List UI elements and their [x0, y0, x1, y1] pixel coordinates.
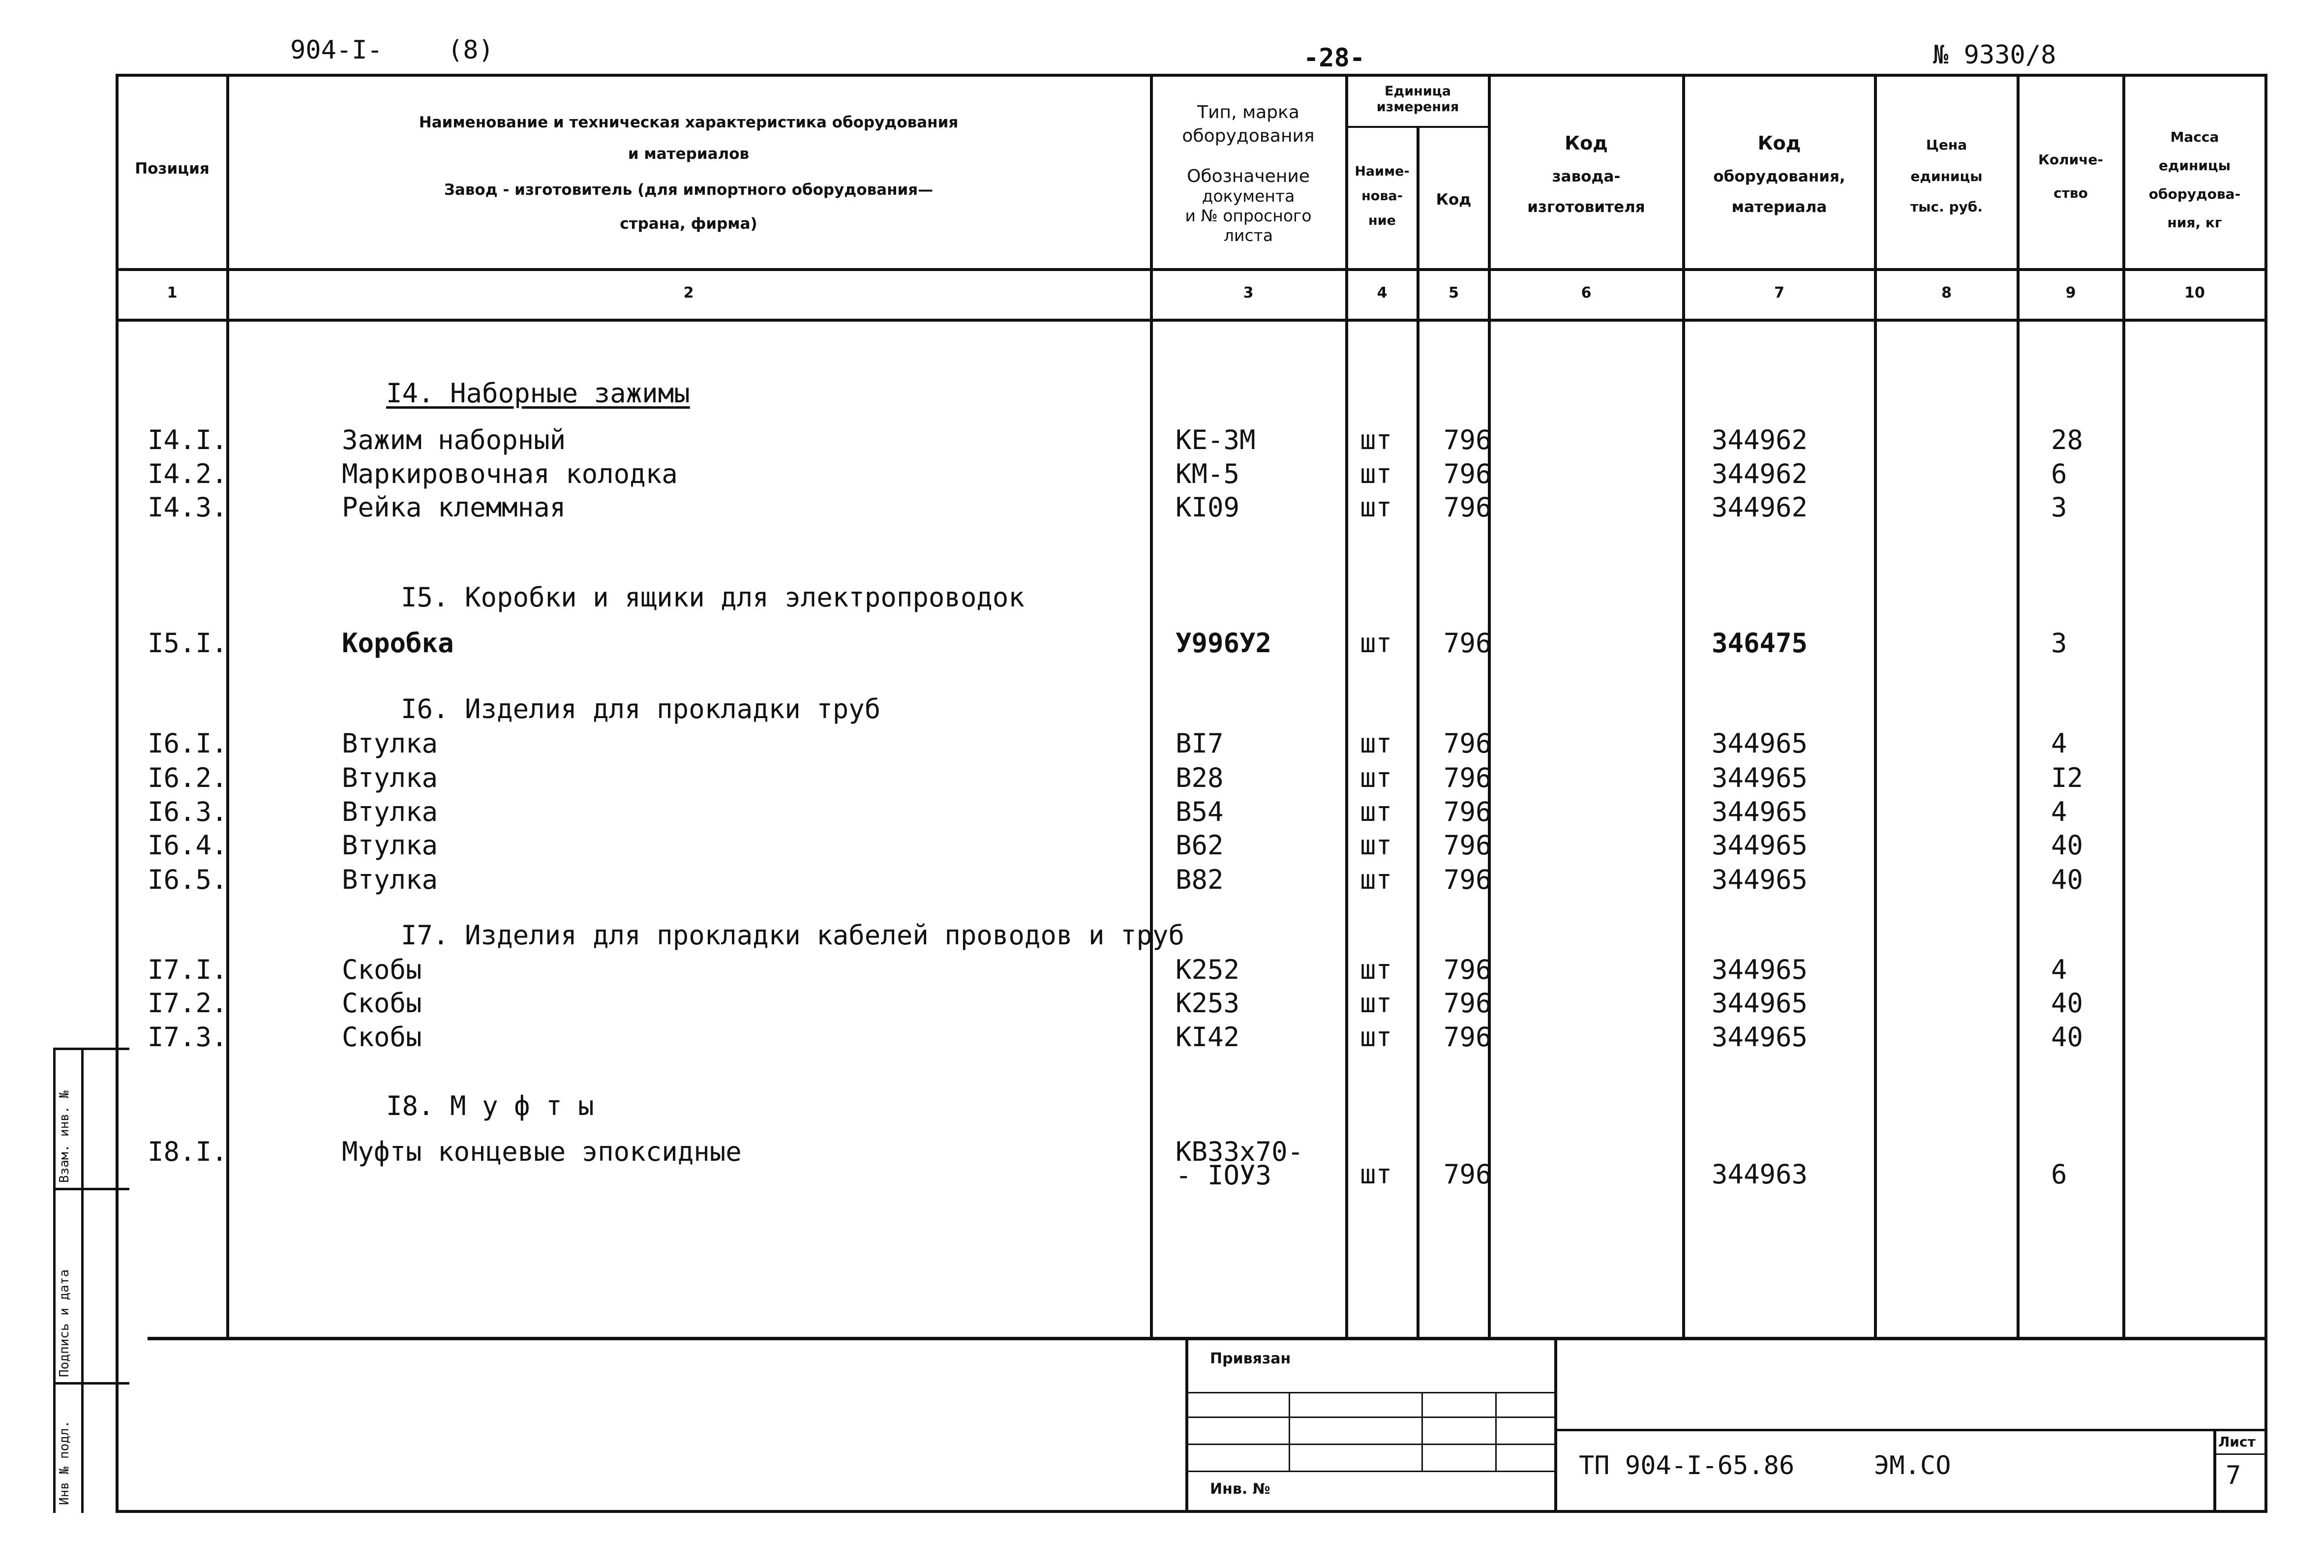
colnum-6: 6	[1581, 284, 1592, 302]
row-unit-code: 796	[1444, 1159, 1492, 1190]
hdr-factory-1: Код	[1565, 132, 1608, 154]
col-line-2	[1150, 74, 1153, 1337]
row-qty: 40	[2051, 1022, 2083, 1053]
colnum-7: 7	[1774, 284, 1784, 302]
row-code: 344962	[1712, 424, 1808, 455]
col-line-8	[2017, 74, 2020, 1337]
row-unit-code: 796	[1444, 1022, 1492, 1053]
row-unit-code: 796	[1444, 762, 1492, 793]
colnum-1: 1	[167, 284, 178, 302]
colnum-4: 4	[1377, 284, 1388, 302]
row-code: 344963	[1712, 1159, 1808, 1190]
row-type: КI42	[1176, 1022, 1240, 1053]
stamp-sheet-label: Лист	[2218, 1434, 2256, 1450]
row-code: 344965	[1712, 988, 1808, 1019]
hdr-name-3: Завод - изготовитель (для импортного оборудования—	[444, 181, 934, 199]
col-line-4	[1417, 126, 1419, 1337]
row-position: I6.4.	[148, 830, 228, 861]
colnum-8: 8	[1941, 284, 1952, 302]
row-unit: шт	[1360, 458, 1392, 489]
row-name: Втулка	[342, 864, 438, 895]
row-qty: 3	[2051, 492, 2067, 523]
row-unit-code: 796	[1444, 492, 1492, 523]
header-bottom-line	[116, 268, 2267, 271]
row-qty: 4	[2051, 954, 2067, 985]
row-position: I5.I.	[148, 628, 228, 659]
row-name: Маркировочная колодка	[342, 458, 678, 489]
stamp-mark: ЭМ.СО	[1874, 1451, 1951, 1480]
row-position: I7.3.	[148, 1022, 228, 1053]
row-name: Скобы	[342, 988, 422, 1019]
hdr-code-2: оборудования,	[1713, 168, 1845, 185]
row-code: 344965	[1712, 830, 1808, 861]
hdr-type-3: Обозначение	[1187, 166, 1310, 186]
row-unit: шт	[1360, 796, 1392, 827]
stamp-row-line	[1188, 1471, 1554, 1472]
row-type: В28	[1176, 762, 1224, 793]
row-unit-code: 796	[1444, 864, 1492, 895]
hdr-factory-3: изготовителя	[1527, 198, 1645, 216]
section-title: I6. Изделия для прокладки труб	[401, 694, 881, 724]
hdr-name-2: и материалов	[628, 145, 750, 163]
frame-top-line	[116, 74, 2267, 77]
row-unit-code: 796	[1444, 728, 1492, 759]
row-unit-code: 796	[1444, 458, 1492, 489]
hdr-unitname-3: ние	[1368, 213, 1396, 228]
row-unit: шт	[1360, 830, 1392, 861]
colnum-9: 9	[2065, 284, 2076, 302]
section-title: I8. М у ф т ы	[386, 1090, 594, 1121]
side-block-div	[53, 1188, 129, 1190]
doc-series: 904-I-	[290, 35, 383, 65]
colnum-5: 5	[1449, 284, 1459, 302]
col-line-9	[2122, 74, 2125, 1337]
stamp-row-line	[1188, 1444, 1554, 1445]
hdr-unit-2: измерения	[1376, 99, 1459, 115]
row-name: Втулка	[342, 762, 438, 793]
side-block-left	[53, 1048, 56, 1513]
row-unit: шт	[1360, 728, 1392, 759]
hdr-type-1: Тип, марка	[1197, 102, 1299, 122]
row-unit: шт	[1360, 1159, 1392, 1190]
hdr-factory-2: завода-	[1552, 168, 1621, 185]
row-qty: 40	[2051, 830, 2083, 861]
row-position: I6.2.	[148, 762, 228, 793]
hdr-unitname-1: Наиме-	[1355, 164, 1410, 179]
row-type: К252	[1176, 954, 1240, 985]
stamp-cell-line	[1495, 1392, 1497, 1472]
hdr-type-5: и № опросного	[1185, 206, 1312, 225]
row-type: КI09	[1176, 492, 1240, 523]
side-sign-date: Подпись и дата	[57, 1269, 72, 1377]
row-unit: шт	[1360, 762, 1392, 793]
row-code: 344965	[1712, 864, 1808, 895]
section-title: I4. Наборные зажимы	[386, 378, 690, 409]
hdr-qty-1: Количе-	[2038, 151, 2104, 168]
row-type: КМ-5	[1176, 458, 1240, 489]
doc-variant: (8)	[448, 35, 494, 65]
row-code: 344965	[1712, 1022, 1808, 1053]
frame-bottom-line	[116, 1510, 2267, 1513]
hdr-position: Позиция	[135, 160, 210, 178]
row-unit: шт	[1360, 492, 1392, 523]
row-code: 344965	[1712, 796, 1808, 827]
row-type: В62	[1176, 830, 1224, 861]
col-line-5	[1488, 74, 1491, 1337]
row-name: Зажим наборный	[342, 424, 566, 455]
stamp-doc-code: ТП 904-I-65.86	[1579, 1451, 1795, 1480]
row-position: I4.3.	[148, 492, 228, 523]
colnum-10: 10	[2184, 284, 2205, 302]
section-title: I7. Изделия для прокладки кабелей проводов и труб	[401, 920, 1185, 951]
row-type: К253	[1176, 988, 1240, 1019]
row-code: 344962	[1712, 458, 1808, 489]
row-unit: шт	[1360, 954, 1392, 985]
archive-number: № 9330/8	[1933, 40, 2056, 70]
row-unit: шт	[1360, 988, 1392, 1019]
row-qty: 6	[2051, 458, 2067, 489]
hdr-qty-2: ство	[2053, 185, 2088, 201]
row-unit-code: 796	[1444, 796, 1492, 827]
hdr-mass-3: оборудова-	[2148, 186, 2241, 202]
row-unit-code: 796	[1444, 988, 1492, 1019]
colnum-2: 2	[683, 284, 694, 302]
stamp-sheet-sub-line	[2213, 1453, 2267, 1455]
hdr-type-2: оборудования	[1182, 126, 1315, 146]
row-unit: шт	[1360, 1022, 1392, 1053]
row-type: В54	[1176, 796, 1224, 827]
hdr-unitcode: Код	[1436, 191, 1472, 209]
colnum-3: 3	[1243, 284, 1254, 302]
row-qty: 3	[2051, 628, 2067, 659]
stamp-inv-label: Инв. №	[1210, 1480, 1270, 1498]
stamp-row-line	[1188, 1392, 1554, 1393]
row-name: Скобы	[342, 1022, 422, 1053]
hdr-type-6: листа	[1223, 226, 1273, 245]
side-inv-orig: Инв № подл.	[57, 1420, 72, 1505]
hdr-mass-2: единицы	[2158, 157, 2231, 174]
side-block-top	[53, 1048, 129, 1050]
side-block-mid	[81, 1048, 84, 1513]
row-qty: 4	[2051, 796, 2067, 827]
row-unit-code: 796	[1444, 424, 1492, 455]
row-position: I6.I.	[148, 728, 228, 759]
row-code: 344965	[1712, 728, 1808, 759]
hdr-price-1: Цена	[1926, 137, 1967, 153]
stamp-sheet-number: 7	[2226, 1461, 2241, 1490]
row-qty: 28	[2051, 424, 2083, 455]
row-name: Втулка	[342, 830, 438, 861]
row-name: Втулка	[342, 796, 438, 827]
row-unit-code: 796	[1444, 628, 1492, 659]
row-qty: 6	[2051, 1159, 2067, 1190]
row-unit: шт	[1360, 864, 1392, 895]
stamp-attached-label: Привязан	[1210, 1350, 1291, 1367]
row-name: Рейка клеммная	[342, 492, 566, 523]
row-unit-code: 796	[1444, 954, 1492, 985]
hdr-price-2: единицы	[1910, 168, 1983, 184]
row-code: 346475	[1712, 628, 1808, 659]
row-qty: 40	[2051, 988, 2083, 1019]
row-qty: 4	[2051, 728, 2067, 759]
row-name: Втулка	[342, 728, 438, 759]
row-name: Коробка	[342, 628, 454, 659]
row-name: Скобы	[342, 954, 422, 985]
stamp-code-line	[1554, 1429, 2267, 1431]
row-qty: I2	[2051, 762, 2083, 793]
col-line-7	[1874, 74, 1877, 1337]
row-type: КЕ-3М	[1176, 424, 1256, 455]
row-position: I4.I.	[148, 424, 228, 455]
row-code: 344965	[1712, 954, 1808, 985]
hdr-price-3: тыс. руб.	[1910, 199, 1983, 215]
row-type: КВЗЗх70-	[1176, 1136, 1304, 1167]
hdr-name-4: страна, фирма)	[620, 215, 757, 233]
row-unit-code: 796	[1444, 830, 1492, 861]
row-code: 344962	[1712, 492, 1808, 523]
row-position: I7.2.	[148, 988, 228, 1019]
frame-right-line	[2264, 74, 2267, 1513]
row-type-cont: - IОУЗ	[1176, 1160, 1272, 1191]
row-type: ВI7	[1176, 728, 1224, 759]
stamp-cell-line	[1421, 1392, 1423, 1472]
stamp-left-line	[1185, 1337, 1188, 1513]
hdr-type-4: документа	[1202, 186, 1295, 206]
row-position: I6.5.	[148, 864, 228, 895]
row-unit: шт	[1360, 628, 1392, 659]
stamp-sheet-line	[2213, 1429, 2216, 1510]
stamp-row-line	[1188, 1417, 1554, 1418]
row-position: I8.I.	[148, 1136, 228, 1167]
row-type: В82	[1176, 864, 1224, 895]
row-unit: шт	[1360, 424, 1392, 455]
col-line-6	[1682, 74, 1685, 1337]
hdr-code-3: материала	[1731, 198, 1827, 216]
side-block-div	[53, 1382, 129, 1385]
hdr-unit-1: Единица	[1385, 84, 1451, 99]
row-qty: 40	[2051, 864, 2083, 895]
page-number: -28-	[1303, 43, 1365, 73]
hdr-name-1: Наименование и техническая характеристика оборудования	[419, 114, 959, 131]
row-position: I7.I.	[148, 954, 228, 985]
hdr-mass-1: Масса	[2170, 129, 2219, 145]
hdr-unitname-2: нова-	[1361, 188, 1403, 204]
body-bottom-line	[148, 1337, 2267, 1340]
section-title: I5. Коробки и ящики для электропроводок	[401, 582, 1025, 613]
side-replaced: Взам. инв. №	[57, 1090, 72, 1183]
row-code: 344965	[1712, 762, 1808, 793]
row-position: I4.2.	[148, 458, 228, 489]
col-line-3	[1345, 74, 1348, 1337]
hdr-code-1: Код	[1757, 132, 1801, 154]
row-type: У996У2	[1176, 628, 1272, 659]
colnum-bottom-line	[116, 319, 2267, 322]
row-position: I6.3.	[148, 796, 228, 827]
hdr-mass-4: ния, кг	[2167, 214, 2222, 231]
stamp-divider-line	[1554, 1337, 1557, 1513]
row-name: Муфты концевые эпоксидные	[342, 1136, 742, 1167]
stamp-cell-line	[1289, 1392, 1290, 1472]
